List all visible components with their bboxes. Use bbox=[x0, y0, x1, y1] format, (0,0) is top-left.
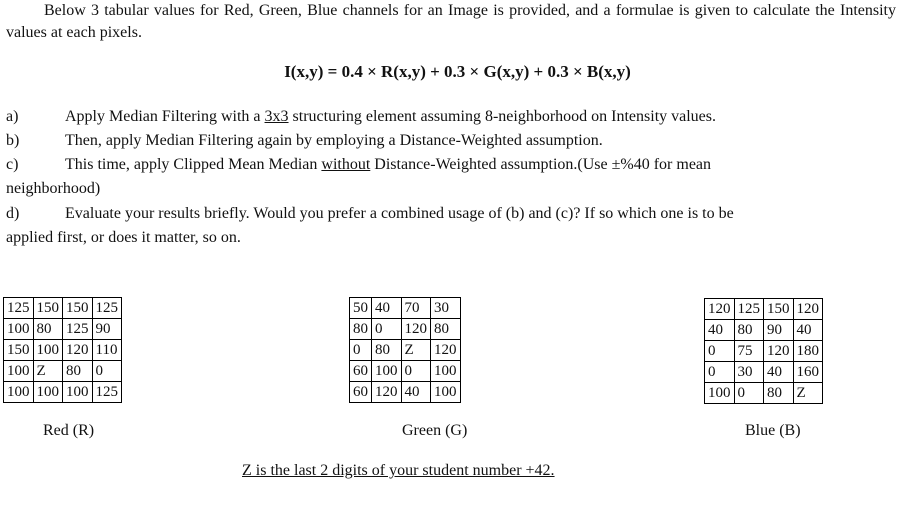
table-cell: 80 bbox=[63, 361, 93, 382]
table-cell: 180 bbox=[793, 341, 823, 362]
table-cell: Z bbox=[401, 340, 431, 361]
table-row bbox=[4, 298, 122, 319]
table-cell: 60 bbox=[350, 382, 372, 403]
table-cell: 125 bbox=[4, 298, 34, 319]
green-caption: Green (G) bbox=[402, 422, 468, 439]
table-cell: 90 bbox=[764, 320, 794, 341]
red-table bbox=[3, 297, 122, 403]
table-cell: 100 bbox=[4, 361, 34, 382]
table-cell: 125 bbox=[63, 319, 93, 340]
table-row bbox=[705, 341, 823, 362]
table-cell: 100 bbox=[4, 382, 34, 403]
table-cell: 30 bbox=[734, 362, 764, 383]
table-cell: 100 bbox=[4, 319, 34, 340]
footnote-z-definition: Z is the last 2 digits of your student number +42. bbox=[242, 462, 555, 479]
intro-text: Below 3 tabular values for Red, Green, Blue channels for an Image is provided, and a formulae is given to calculate the Intensity values at each pixels. bbox=[6, 2, 896, 41]
red-caption: Red (R) bbox=[43, 422, 95, 439]
table-row bbox=[705, 299, 823, 320]
intensity-formula: I(x,y) = 0.4 × R(x,y) + 0.3 × G(x,y) + 0.3 × B(x,y) bbox=[284, 62, 631, 81]
table-cell: 0 bbox=[705, 341, 735, 362]
intro-paragraph bbox=[6, 0, 896, 44]
table-cell: 0 bbox=[92, 361, 122, 382]
table-cell: 100 bbox=[372, 361, 402, 382]
task-d-label: d) bbox=[6, 205, 20, 222]
task-d-text: Evaluate your results briefly. Would you prefer a combined usage of (b) and (c)? If so which one is to be bbox=[65, 205, 734, 222]
table-cell: 100 bbox=[431, 361, 461, 382]
table-cell: 150 bbox=[33, 298, 63, 319]
blue-table bbox=[704, 298, 823, 404]
task-b-text: Then, apply Median Filtering again by employing a Distance-Weighted assumption. bbox=[65, 132, 603, 149]
table-cell: 100 bbox=[705, 383, 735, 404]
table-cell: 40 bbox=[793, 320, 823, 341]
task-a-text-post: structuring element assuming 8-neighborhood on Intensity values. bbox=[288, 108, 717, 125]
task-d bbox=[6, 203, 896, 225]
task-b bbox=[6, 130, 896, 152]
table-cell: 120 bbox=[372, 382, 402, 403]
table-row bbox=[350, 361, 461, 382]
table-cell: 100 bbox=[33, 340, 63, 361]
table-cell: 80 bbox=[33, 319, 63, 340]
table-cell: 100 bbox=[431, 382, 461, 403]
table-cell: 100 bbox=[33, 382, 63, 403]
table-cell: 110 bbox=[92, 340, 122, 361]
table-row bbox=[4, 361, 122, 382]
task-a-text-underlined: 3x3 bbox=[264, 108, 289, 125]
task-a-text-pre: Apply Median Filtering with a bbox=[65, 108, 265, 125]
task-c-text-underlined: without bbox=[321, 156, 371, 173]
task-c-continuation: neighborhood) bbox=[6, 180, 101, 197]
table-cell: Z bbox=[793, 383, 823, 404]
task-a-label: a) bbox=[6, 108, 19, 125]
table-cell: 120 bbox=[431, 340, 461, 361]
table-cell: 40 bbox=[705, 320, 735, 341]
table-cell: 50 bbox=[350, 298, 372, 319]
table-row bbox=[4, 382, 122, 403]
table-cell: 120 bbox=[705, 299, 735, 320]
table-cell: 160 bbox=[793, 362, 823, 383]
table-cell: 80 bbox=[734, 320, 764, 341]
task-c bbox=[6, 154, 896, 176]
table-cell: 75 bbox=[734, 341, 764, 362]
task-b-label: b) bbox=[6, 132, 20, 149]
table-cell: 150 bbox=[63, 298, 93, 319]
task-c-text-pre: This time, apply Clipped Mean Median bbox=[65, 156, 322, 173]
table-cell: 100 bbox=[63, 382, 93, 403]
green-table bbox=[349, 297, 461, 403]
table-row bbox=[4, 319, 122, 340]
task-d-continuation: applied first, or does it matter, so on. bbox=[6, 229, 241, 246]
table-cell: 40 bbox=[764, 362, 794, 383]
table-cell: 60 bbox=[350, 361, 372, 382]
table-cell: 120 bbox=[401, 319, 431, 340]
table-cell: 0 bbox=[734, 383, 764, 404]
table-row bbox=[705, 362, 823, 383]
table-cell: 125 bbox=[92, 298, 122, 319]
blue-caption: Blue (B) bbox=[745, 422, 801, 439]
task-c-text-post: Distance-Weighted assumption.(Use ±%40 for mean bbox=[370, 156, 712, 173]
table-cell: 150 bbox=[764, 299, 794, 320]
table-cell: 80 bbox=[431, 319, 461, 340]
table-cell: Z bbox=[33, 361, 63, 382]
table-row bbox=[705, 320, 823, 341]
table-cell: 120 bbox=[764, 341, 794, 362]
table-cell: 70 bbox=[401, 298, 431, 319]
table-cell: 40 bbox=[401, 382, 431, 403]
task-a bbox=[6, 106, 896, 128]
table-cell: 80 bbox=[372, 340, 402, 361]
table-cell: 125 bbox=[734, 299, 764, 320]
table-cell: 120 bbox=[793, 299, 823, 320]
table-cell: 0 bbox=[350, 340, 372, 361]
table-row bbox=[350, 382, 461, 403]
table-cell: 80 bbox=[350, 319, 372, 340]
task-c-label: c) bbox=[6, 156, 19, 173]
table-cell: 0 bbox=[401, 361, 431, 382]
table-cell: 90 bbox=[92, 319, 122, 340]
table-cell: 0 bbox=[372, 319, 402, 340]
table-cell: 40 bbox=[372, 298, 402, 319]
table-row bbox=[350, 298, 461, 319]
table-row bbox=[4, 340, 122, 361]
table-row bbox=[350, 319, 461, 340]
table-row bbox=[705, 383, 823, 404]
table-cell: 80 bbox=[764, 383, 794, 404]
table-row bbox=[350, 340, 461, 361]
table-cell: 30 bbox=[431, 298, 461, 319]
table-cell: 125 bbox=[92, 382, 122, 403]
table-cell: 120 bbox=[63, 340, 93, 361]
table-cell: 150 bbox=[4, 340, 34, 361]
table-cell: 0 bbox=[705, 362, 735, 383]
